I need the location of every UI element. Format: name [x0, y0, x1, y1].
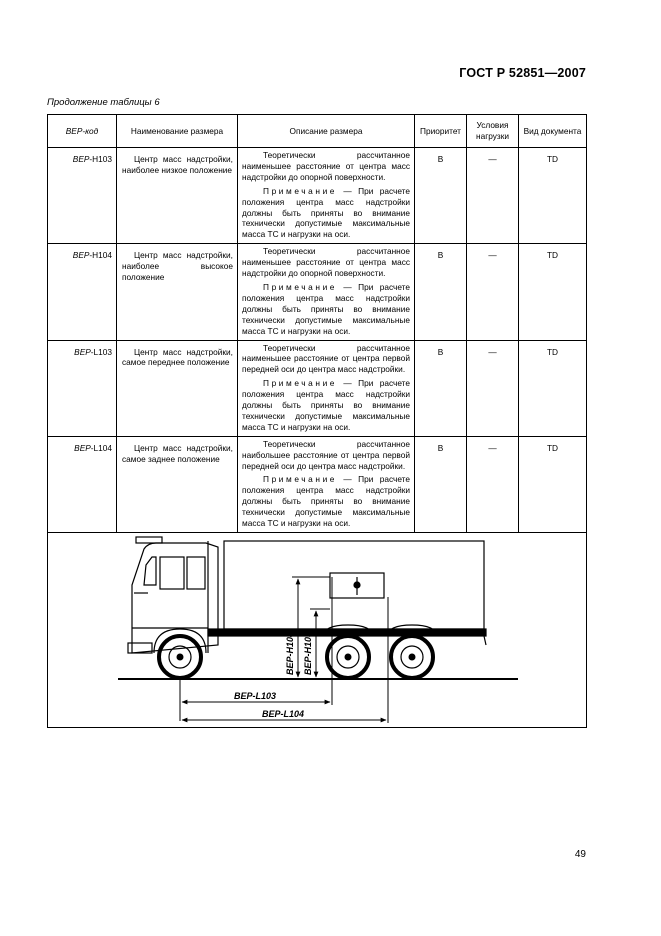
cell-doc: TD: [519, 148, 587, 244]
table-header-row: [48, 115, 587, 148]
cell-code: ВЕР-L103: [48, 340, 117, 436]
col-header-doc: Вид документа: [519, 115, 587, 148]
dimensions-table: [47, 114, 587, 728]
cell-description: Теоретически рассчитанное наименьшее расстояние от центра масс надстройки до опорной поверхности. Примечание — При расчете положения центра масс надстройки должны быть приняты во внимание технически допустимые максимальные масса ТС и нагрузки на оси.: [238, 244, 415, 340]
table-row: [48, 148, 587, 244]
cell-load: —: [467, 436, 519, 532]
label-h104: ВЕР-Н104: [285, 631, 295, 675]
cell-name: Центр масс надстройки, наиболее низкое положение: [117, 148, 238, 244]
table-row: [48, 244, 587, 340]
cell-doc: TD: [519, 340, 587, 436]
cell-name: Центр масс надстройки, самое заднее положение: [117, 436, 238, 532]
cell-priority: В: [415, 148, 467, 244]
cell-doc: TD: [519, 244, 587, 340]
cell-load: —: [467, 148, 519, 244]
col-header-load: Условия нагрузки: [467, 115, 519, 148]
cell-description: Теоретически рассчитанное наименьшее расстояние от центра масс надстройки до опорной поверхности. Примечание — При расчете положения центра масс надстройки должны быть приняты во внимание технически допустимые максимальные масса ТС и нагрузки на оси.: [238, 148, 415, 244]
col-header-priority: Приоритет: [415, 115, 467, 148]
page-number: 49: [574, 849, 586, 860]
label-l104: ВЕР-L104: [262, 709, 305, 719]
cell-load: —: [467, 244, 519, 340]
table-row: [48, 340, 587, 436]
dim-h103: [310, 609, 330, 677]
cell-priority: В: [415, 340, 467, 436]
label-l103: ВЕР-L103: [234, 691, 277, 701]
cell-name: Центр масс надстройки, наиболее высокое положение: [117, 244, 238, 340]
cell-priority: В: [415, 436, 467, 532]
figure-row: [48, 533, 587, 728]
cab-roof-light: [136, 537, 162, 543]
cell-name: Центр масс надстройки, самое переднее положение: [117, 340, 238, 436]
truck-diagram: [48, 533, 585, 727]
table-row: [48, 436, 587, 532]
cell-code: ВЕР-L104: [48, 436, 117, 532]
rear-wheel-1: [327, 636, 369, 678]
truck-figure-cell: [48, 533, 587, 728]
col-header-description: Описание размера: [238, 115, 415, 148]
col-header-code: ВЕР-код: [48, 115, 117, 148]
wheels: [159, 636, 433, 678]
front-wheel: [159, 636, 201, 678]
cell-doc: TD: [519, 436, 587, 532]
cell-code: ВЕР-Н104: [48, 244, 117, 340]
cell-code: ВЕР-Н103: [48, 148, 117, 244]
cell-description: Теоретически рассчитанное наибольшее расстояние от центра первой передней оси до центра масс надстройки. Примечание — При расчете положения центра масс надстройки должны быть приняты во внимание технически допустимые максимальные масса ТС и нагрузки на оси.: [238, 436, 415, 532]
label-h103: ВЕР-Н103: [303, 631, 313, 675]
rear-wheel-2: [391, 636, 433, 678]
col-header-name: Наименование размера: [117, 115, 238, 148]
table-caption: Продолжение таблицы 6: [47, 97, 160, 108]
cell-load: —: [467, 340, 519, 436]
cell-priority: В: [415, 244, 467, 340]
document-code: ГОСТ Р 52851—2007: [459, 66, 586, 80]
cell-description: Теоретически рассчитанное наименьшее расстояние от центра первой передней оси до центра масс надстройки. Примечание — При расчете положения центра масс надстройки должны быть приняты во внимание технически допустимые максимальные масса ТС и нагрузки на оси.: [238, 340, 415, 436]
